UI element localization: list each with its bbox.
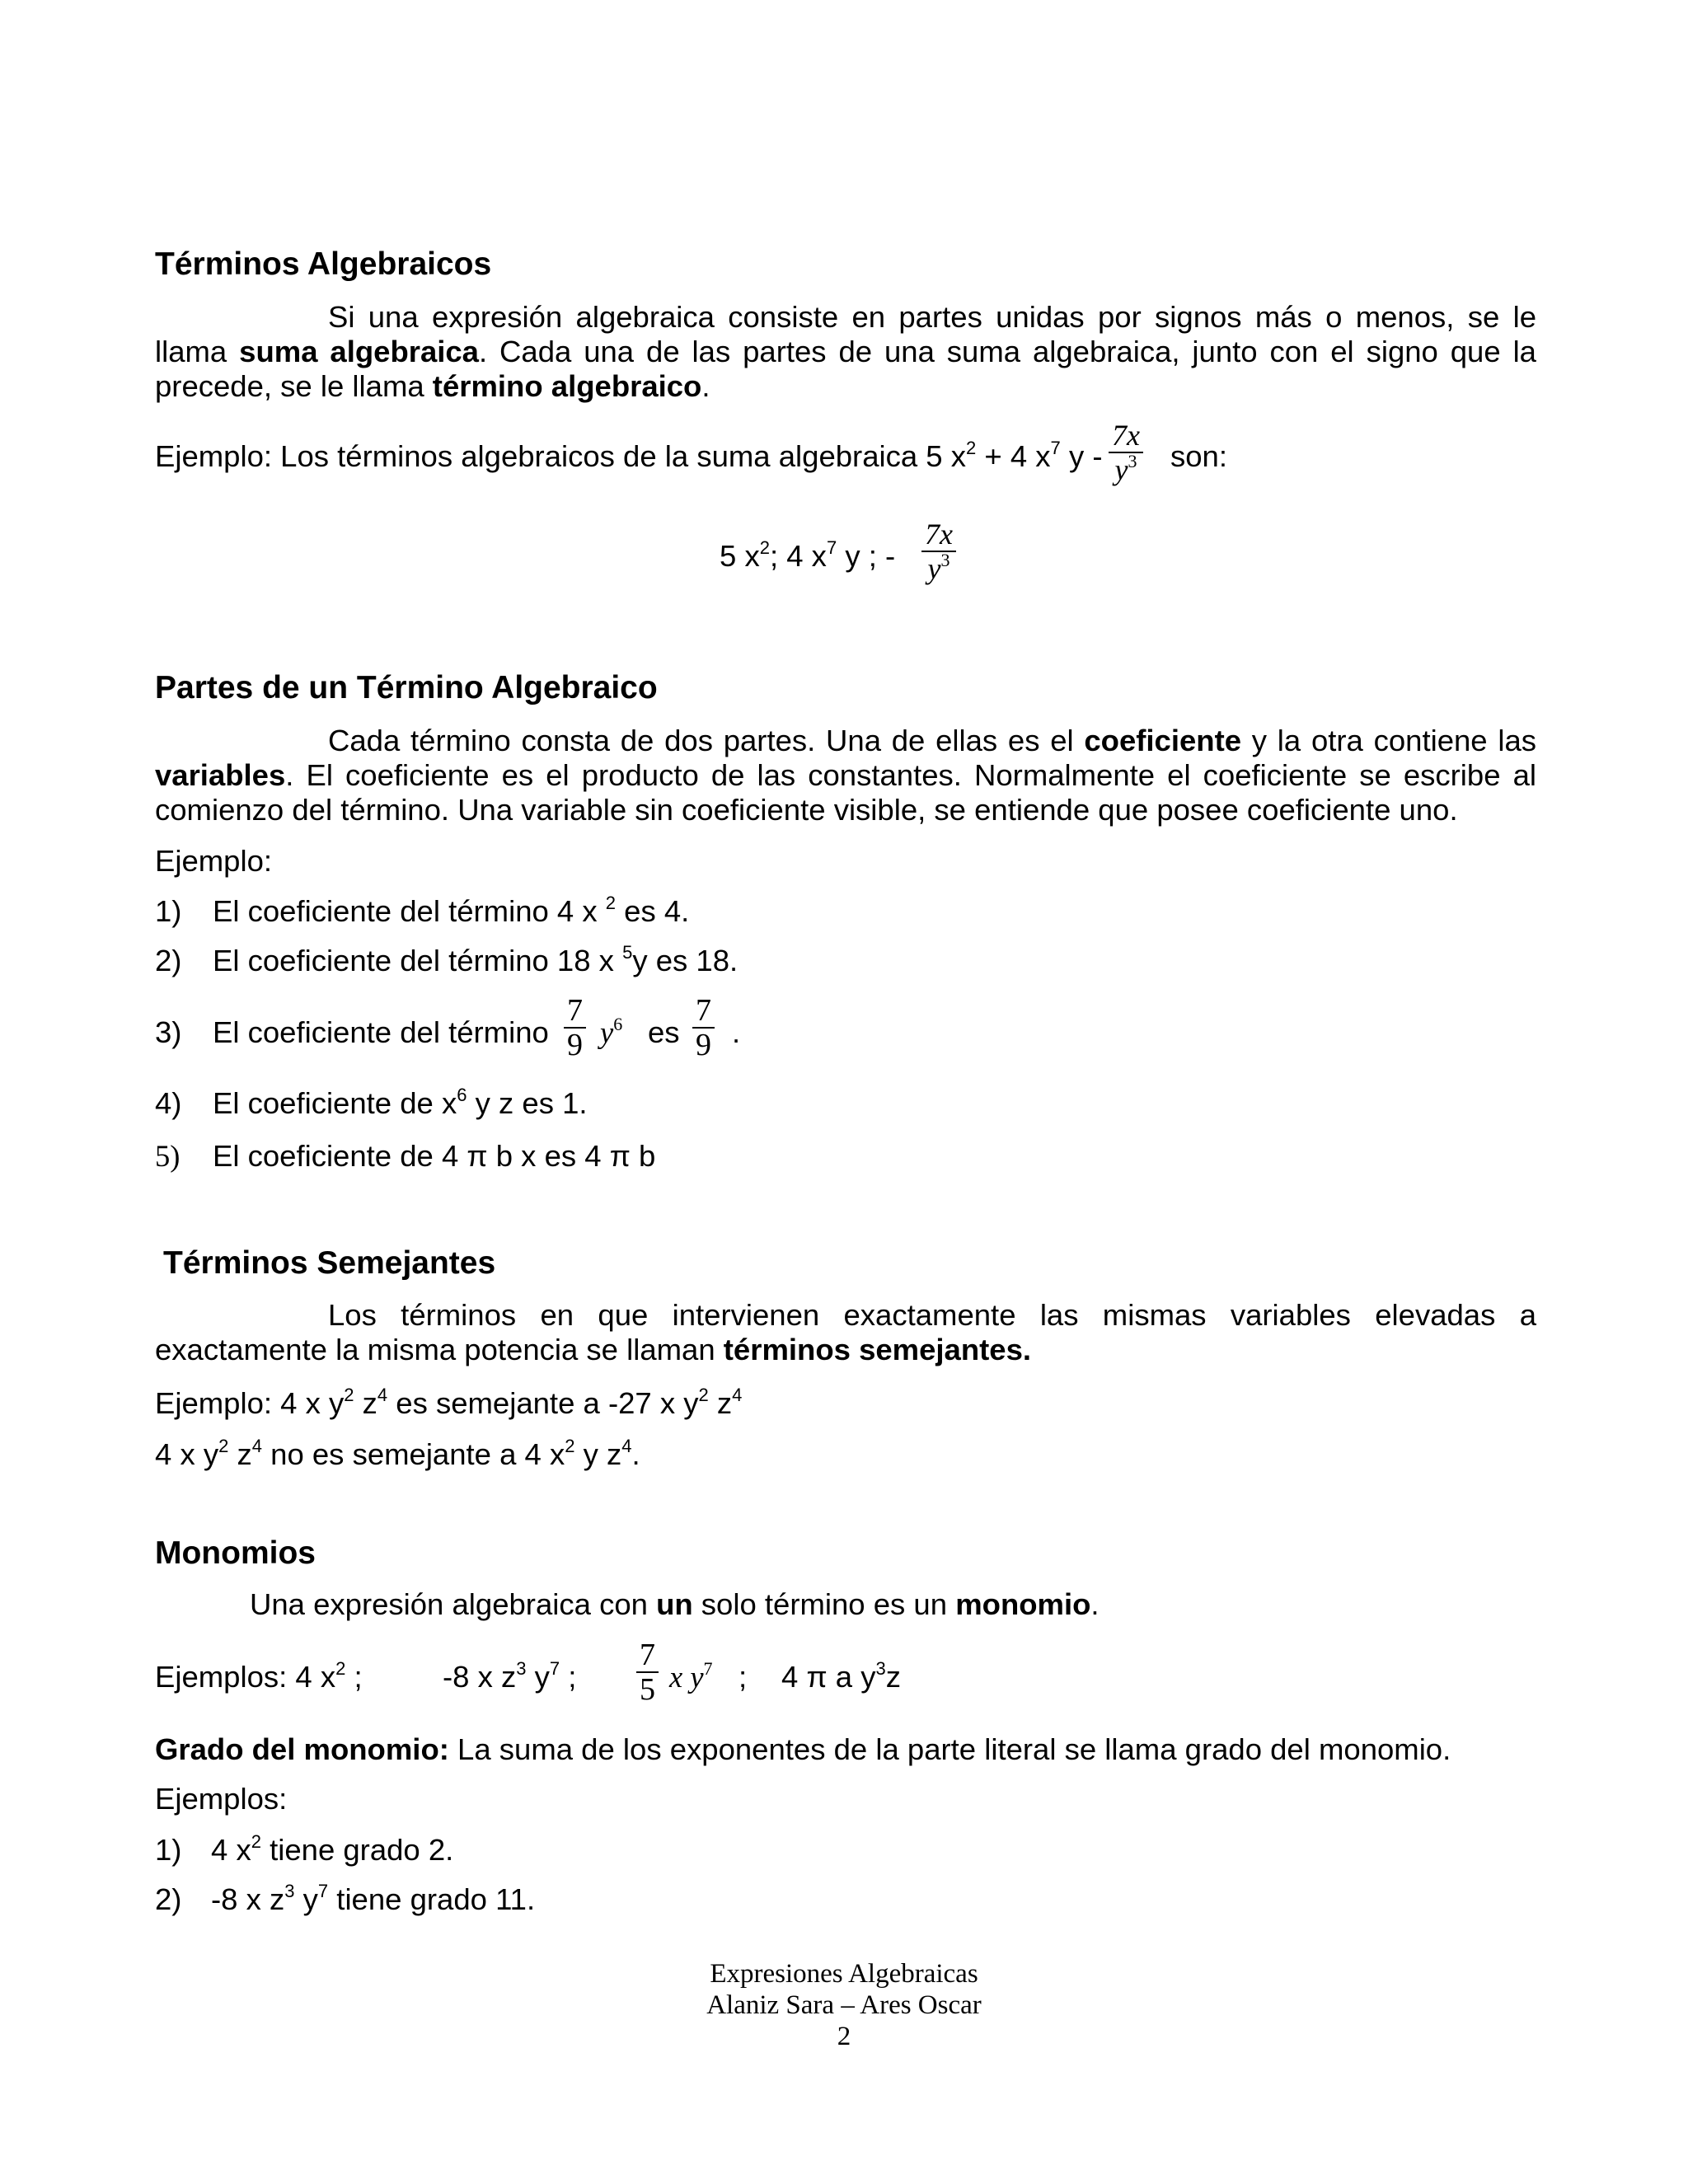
monomio-example-1: Ejemplos: 4 $x^2$ ; [155, 1658, 363, 1694]
section-title-terminos-algebraicos: Términos Algebraicos [155, 246, 492, 282]
fraction-7-over-5: $\frac{7}{5}$ [636, 1638, 659, 1706]
footer-title: Expresiones Algebraicas [710, 1959, 978, 1989]
fraction-7x-over-y3: $\frac{7x}{y^3}$ [1109, 419, 1143, 486]
grado-examples-label: Ejemplos: [155, 1782, 288, 1816]
list-item-2: El coeficiente del término 18 x $^5$y es 18. [213, 942, 738, 977]
example-label: Ejemplo: [155, 844, 273, 878]
page-number: 2 [837, 2022, 851, 2051]
grado-item-1-number: 1) [155, 1833, 182, 1867]
semejantes-example-2: 4 x $y^2$ $z^4$ no es semejante a 4 $x^2$ y $z^4$. [155, 1436, 640, 1471]
footer-authors: Alaniz Sara – Ares Oscar [706, 1990, 982, 2020]
monomio-example-2: -8 x $z^3$ $y^7$ ; [443, 1658, 577, 1694]
list-item-3-es: es [648, 1015, 680, 1049]
grado-definition: Grado del monomio: La suma de los exponentes de la parte literal se llama grado del monomio. [155, 1732, 1451, 1766]
monomio-example-4: 4 π a $y^3z$ [781, 1658, 901, 1694]
paragraph-semejantes: Los términos en que intervienen exactamente las mismas variables elevadas a exactamente la misma potencia se llaman términos semejantes. [155, 1298, 1536, 1366]
grado-item-1: 4 $x^2$ tiene grado 2. [211, 1831, 454, 1867]
grado-item-2-number: 2) [155, 1882, 182, 1916]
list-item-4-number: 4) [155, 1086, 182, 1120]
list-item-1: El coeficiente del término 4 x $^2$ es 4. [213, 893, 690, 928]
section-title-monomios: Monomios [155, 1535, 316, 1571]
paragraph-monomio: Una expresión algebraica con un solo término es un monomio. [250, 1587, 1100, 1621]
list-item-1-number: 1) [155, 894, 182, 928]
semejantes-example-1: Ejemplo: 4 x $y^2$ $z^4$ es semejante a -27 x $y^2$ $z^4$ [155, 1385, 743, 1420]
example-line-end: son: [1170, 439, 1227, 473]
section-title-semejantes: Términos Semejantes [163, 1245, 496, 1281]
paragraph-coeficiente: Cada término consta de dos partes. Una de ellas es el coeficiente y la otra contiene las variables. El coeficiente es el producto de las constantes. Normalmente el coeficiente se escribe al comienzo del término. Una variable sin coeficiente visible, se entiende que posee coeficiente uno. [155, 724, 1536, 827]
list-item-5: El coeficiente de 4 π b x es 4 π b [213, 1139, 656, 1173]
paragraph-suma-algebraica: Si una expresión algebraica consiste en partes unidas por signos más o menos, se le llama suma algebraica. Cada una de las partes de una suma algebraica, junto con el signo que la precede, se le llama término algebraico. [155, 300, 1536, 403]
fraction-7-over-9: $\frac{7}{9}$ [564, 994, 586, 1062]
example-terms-result: 5 $x^2$; 4 $x^7$ y ; - [720, 537, 896, 573]
list-item-3-text: El coeficiente del término [213, 1015, 549, 1049]
section-title-partes: Partes de un Término Algebraico [155, 670, 658, 705]
list-item-3-dot: . [732, 1015, 741, 1049]
list-item-4: El coeficiente de $x^6$ y z es 1. [213, 1085, 588, 1120]
list-item-3-number: 3) [155, 1015, 182, 1049]
list-item-5-number: 5) [155, 1139, 181, 1173]
fraction-result-7x-over-y3: $\frac{7x}{y^3}$ [921, 518, 956, 585]
list-item-2-number: 2) [155, 944, 182, 977]
monomio-example-sep: ; [738, 1660, 748, 1694]
fraction-result-7-over-9: $\frac{7}{9}$ [692, 994, 715, 1062]
variable-y6: $y^6$ [600, 1014, 623, 1049]
example-line-sum: Ejemplo: Los términos algebraicos de la suma algebraica 5 $x^2 + 4$ $x^7$ y - [155, 438, 1103, 473]
variable-x-y7: x $y^7$ [669, 1658, 713, 1694]
grado-item-2: -8 x $z^3$ $y^7$ tiene grado 11. [211, 1881, 536, 1916]
